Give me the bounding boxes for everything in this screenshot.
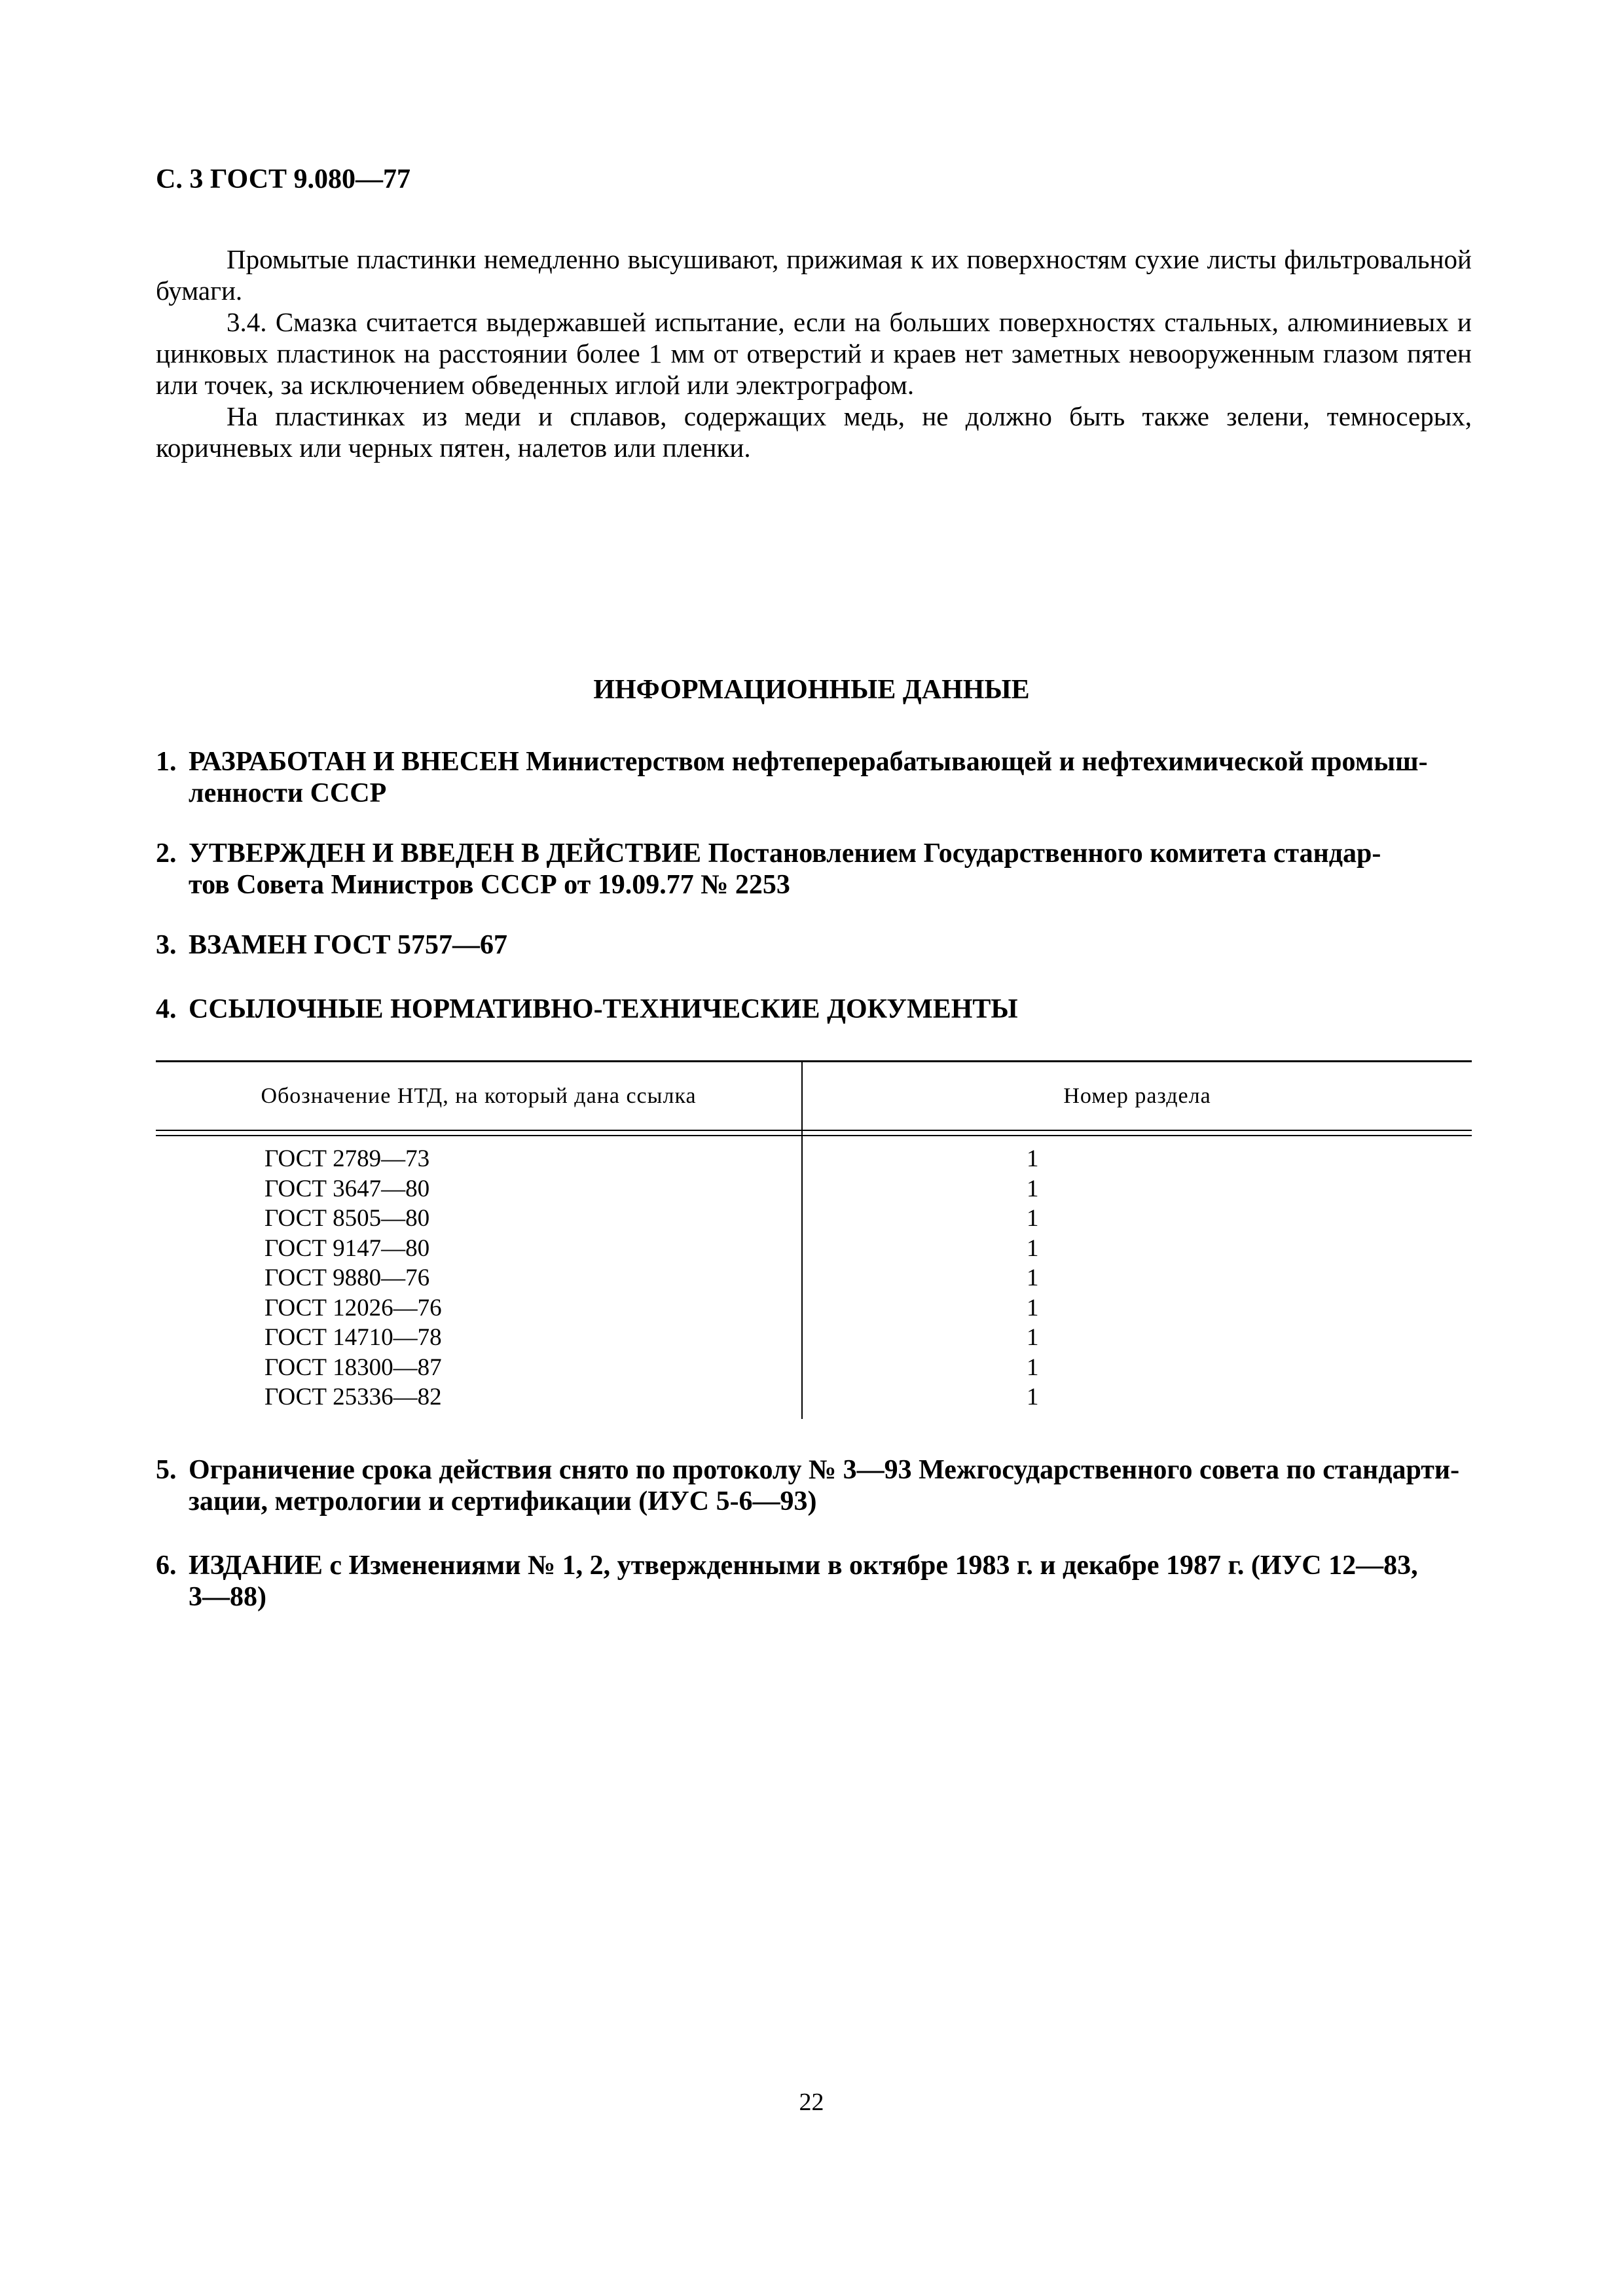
page-header: С. 3 ГОСТ 9.080—77 xyxy=(156,164,411,194)
paragraph: Промытые пластинки немедленно высушивают, прижимая к их поверхностям сухие листы фильтровальной бумаги. xyxy=(156,244,1472,306)
paragraph: 3.4. Смазка считается выдержавшей испытание, если на больших поверхностях стальных, алюминиевых и цинковых пластинок на расстоянии более 1 мм от отверстий и краев нет заметных невооруженным глазом пятен или точек, за исключением обведенных иглой или электрографом. xyxy=(156,307,1472,400)
info-item-1 xyxy=(156,746,1472,809)
table-cell-document: ГОСТ 25336—82 xyxy=(264,1384,442,1410)
item-text-continued: ленности СССР xyxy=(189,778,387,808)
body-text xyxy=(156,243,1472,463)
item-text-continued: зации, метрологии и сертификации (ИУС 5-6—93) xyxy=(189,1486,817,1516)
info-item-3 xyxy=(156,929,1472,961)
table-cell-document: ГОСТ 9147—80 xyxy=(264,1234,430,1262)
paragraph: На пластинках из меди и сплавов, содержащих медь, не должно быть также зелени, темносерых, коричневых или черных пятен, налетов или пленки. xyxy=(156,401,1472,463)
table-cell-section: 1 xyxy=(1027,1145,1039,1172)
item-text-continued: 3—88) xyxy=(189,1582,266,1612)
item-number: 5. xyxy=(156,1455,177,1485)
table-column-divider xyxy=(801,1060,803,1419)
table-header-section: Номер раздела xyxy=(1063,1084,1211,1108)
table-header-document: Обозначение НТД, на который дана ссылка xyxy=(261,1084,697,1108)
reference-table xyxy=(156,1060,1472,1419)
table-cell-section: 1 xyxy=(1027,1324,1039,1351)
table-cell-document: ГОСТ 14710—78 xyxy=(264,1324,442,1351)
item-text-continued: тов Совета Министров СССР от 19.09.77 № 2253 xyxy=(189,870,790,900)
info-item-2 xyxy=(156,838,1472,901)
table-header-rule xyxy=(156,1130,1472,1131)
item-text: УТВЕРЖДЕН И ВВЕДЕН В ДЕЙСТВИЕ Постановлением Государственного комитета стандар- xyxy=(189,838,1381,869)
table-column-sections xyxy=(1027,1144,1039,1412)
item-number: 3. xyxy=(156,930,177,960)
item-number: 1. xyxy=(156,747,177,777)
table-cell-section: 1 xyxy=(1027,1265,1039,1291)
table-cell-document: ГОСТ 2789—73 xyxy=(264,1145,430,1172)
table-cell-document: ГОСТ 18300—87 xyxy=(264,1354,442,1381)
table-header-rule xyxy=(156,1135,1472,1136)
item-text: ССЫЛОЧНЫЕ НОРМАТИВНО-ТЕХНИЧЕСКИЕ ДОКУМЕНТЫ xyxy=(189,994,1018,1024)
table-cell-document: ГОСТ 8505—80 xyxy=(264,1205,430,1232)
table-cell-section: 1 xyxy=(1027,1175,1039,1202)
table-column-documents xyxy=(264,1144,442,1412)
table-cell-document: ГОСТ 3647—80 xyxy=(264,1175,430,1202)
table-cell-document: ГОСТ 9880—76 xyxy=(264,1265,430,1291)
table-cell-document: ГОСТ 12026—76 xyxy=(264,1294,442,1321)
info-section-title: ИНФОРМАЦИОННЫЕ ДАННЫЕ xyxy=(593,675,1030,705)
table-top-rule xyxy=(156,1060,1472,1062)
item-text: РАЗРАБОТАН И ВНЕСЕН Министерством нефтеперерабатывающей и нефтехимической промыш- xyxy=(189,747,1428,777)
table-cell-section: 1 xyxy=(1027,1384,1039,1410)
item-number: 6. xyxy=(156,1551,177,1581)
info-item-5 xyxy=(156,1454,1472,1517)
table-cell-section: 1 xyxy=(1027,1234,1039,1262)
item-number: 4. xyxy=(156,994,177,1024)
table-cell-section: 1 xyxy=(1027,1205,1039,1232)
page-number: 22 xyxy=(799,2089,824,2116)
table-cell-section: 1 xyxy=(1027,1354,1039,1381)
item-text: ИЗДАНИЕ с Изменениями № 1, 2, утвержденными в октябре 1983 г. и декабре 1987 г. (ИУС 12—83, xyxy=(189,1551,1418,1581)
item-text: Ограничение срока действия снято по протоколу № 3—93 Межгосударственного совета по стандарти- xyxy=(189,1455,1460,1485)
info-item-6 xyxy=(156,1550,1472,1613)
item-text: ВЗАМЕН ГОСТ 5757—67 xyxy=(189,930,508,960)
info-item-4 xyxy=(156,994,1472,1025)
table-cell-section: 1 xyxy=(1027,1294,1039,1321)
item-number: 2. xyxy=(156,838,177,869)
